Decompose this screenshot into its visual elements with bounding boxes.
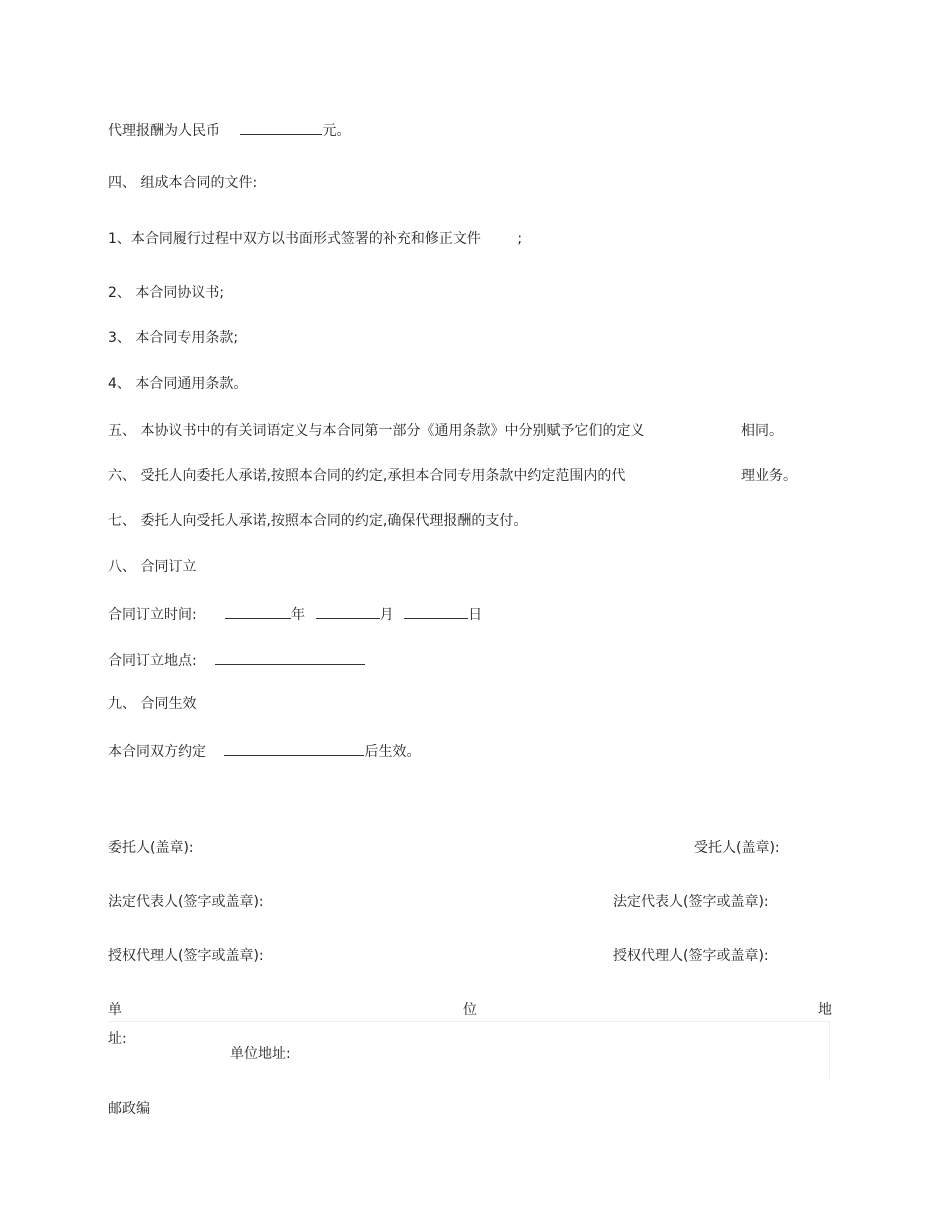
remuneration-prefix: 代理报酬为人民币 (108, 123, 220, 139)
contract-year-label: 年 (291, 607, 306, 623)
remuneration-suffix: 元。 (322, 123, 351, 139)
section-6-text: 六、 受托人向委托人承诺,按照本合同的约定,承担本合同专用条款中约定范围内的代 (108, 468, 626, 484)
contract-place-blank[interactable] (215, 650, 365, 665)
effective-suffix: 后生效。 (364, 744, 421, 760)
address-char-4: 址: (108, 1031, 127, 1047)
effective-prefix: 本合同双方约定 (108, 744, 206, 760)
section-9-title: 九、 合同生效 (108, 696, 197, 712)
contract-place-line (108, 650, 365, 670)
contract-year-blank[interactable] (225, 604, 291, 619)
section-5-tail: 相同。 (741, 423, 783, 439)
address-right-rule (829, 1021, 830, 1079)
section-8-title: 八、 合同订立 (108, 559, 197, 575)
agent-legal-rep: 法定代表人(签字或盖章): (613, 894, 769, 910)
contract-day-blank[interactable] (404, 604, 468, 619)
principal-legal-rep: 法定代表人(签字或盖章): (108, 894, 264, 910)
section-4-item-1-text: 1、本合同履行过程中双方以书面形式签署的补充和修正文件 (108, 231, 481, 247)
address-divider (108, 1021, 830, 1022)
address-char-2: 位 (463, 1002, 477, 1018)
section-7-text: 七、 委托人向受托人承诺,按照本合同的约定,确保代理报酬的支付。 (108, 513, 528, 529)
contract-place-label: 合同订立地点: (108, 653, 197, 669)
contract-month-label: 月 (379, 607, 394, 623)
remuneration-line (108, 120, 350, 140)
contract-date-label: 合同订立时间: (108, 607, 197, 623)
postal-code-label: 邮政编 (108, 1101, 150, 1117)
agent-seal: 受托人(盖章): (694, 840, 780, 856)
agent-address-label: 单位地址: (230, 1046, 291, 1062)
contract-day-label: 日 (468, 607, 483, 623)
section-6-tail: 理业务。 (741, 468, 797, 484)
section-4-item-3: 3、 本合同专用条款; (108, 330, 239, 346)
remuneration-amount-blank[interactable] (240, 120, 322, 135)
section-5-text: 五、 本协议书中的有关词语定义与本合同第一部分《通用条款》中分别赋予它们的定义 (108, 423, 645, 439)
principal-seal: 委托人(盖章): (108, 840, 194, 856)
effective-line (108, 741, 420, 761)
address-char-3: 地 (818, 1002, 832, 1018)
principal-authorized-agent: 授权代理人(签字或盖章): (108, 948, 264, 964)
section-4-item-1-tail: ; (517, 231, 523, 247)
address-char-1: 单 (108, 1002, 122, 1018)
section-4-item-2: 2、 本合同协议书; (108, 285, 225, 301)
effective-condition-blank[interactable] (224, 741, 364, 756)
contract-date-line (108, 604, 482, 624)
section-4-item-4: 4、 本合同通用条款。 (108, 376, 248, 392)
contract-month-blank[interactable] (316, 604, 380, 619)
section-4-item-1 (108, 230, 522, 248)
section-4-title: 四、 组成本合同的文件: (108, 175, 258, 191)
agent-authorized-agent: 授权代理人(签字或盖章): (613, 948, 769, 964)
